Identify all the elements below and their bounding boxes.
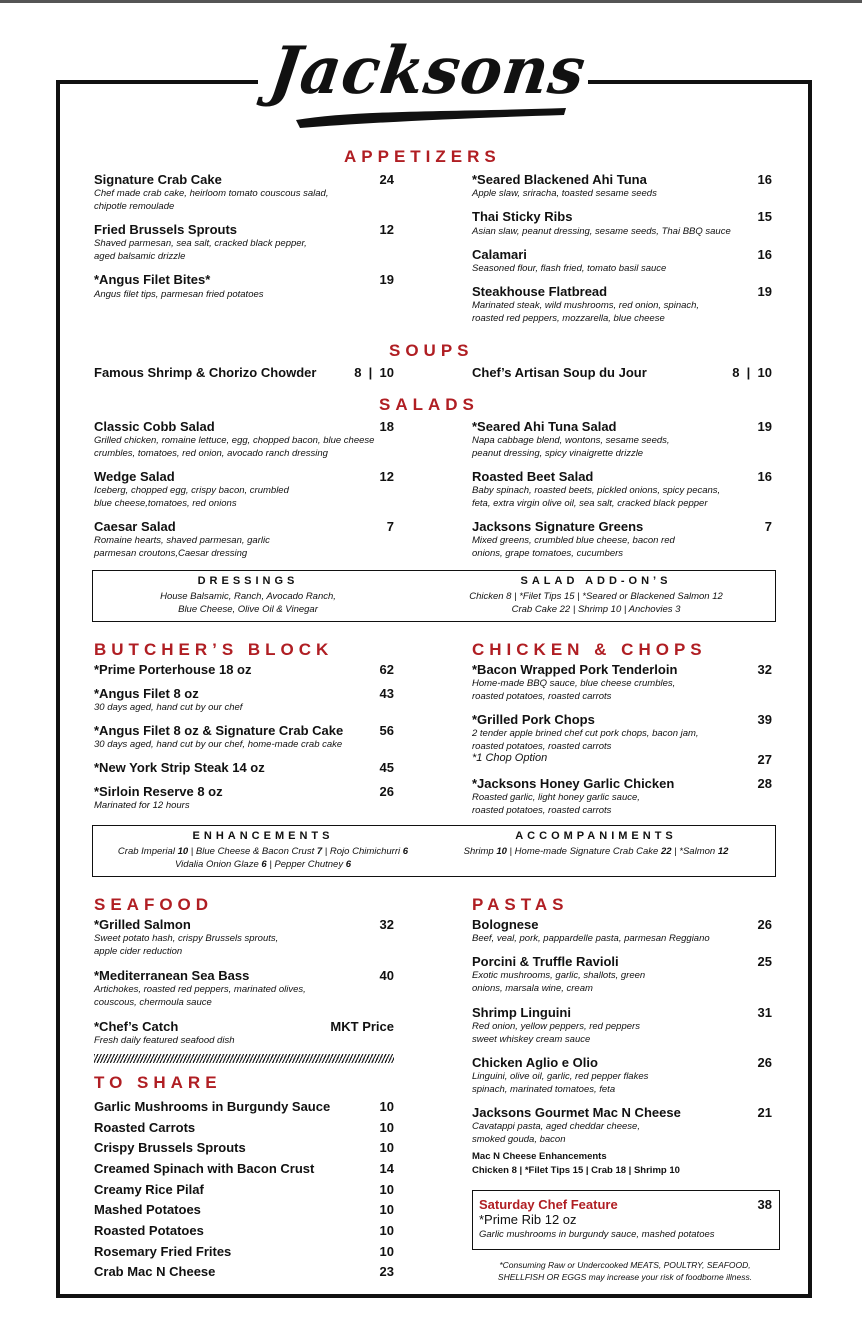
menu-item-desc: Home-made BBQ sauce, blue cheese crumbles, roasted potatoes, roasted carrots xyxy=(472,678,676,702)
share-item-price: 10 xyxy=(379,1120,394,1135)
share-item-name: Creamed Spinach with Bacon Crust xyxy=(94,1161,315,1176)
menu-item-name: *Angus Filet Bites* xyxy=(94,272,211,287)
mac-enhancements-title: Mac N Cheese Enhancements xyxy=(472,1151,607,1162)
share-item-price: 10 xyxy=(379,1182,394,1197)
menu-item-desc: Red onion, yellow peppers, red peppers sweet whiskey cream sauce xyxy=(472,1021,640,1045)
section-title-chicken-chops: CHICKEN & CHOPS xyxy=(472,640,707,659)
chef-feature-item: *Prime Rib 12 oz xyxy=(479,1212,577,1227)
menu-item-price: 19 xyxy=(757,284,772,299)
menu-item-price: 26 xyxy=(757,917,772,932)
menu-item-name: Jacksons Signature Greens xyxy=(472,519,644,534)
menu-item-price: 45 xyxy=(379,760,394,775)
section-title-butchers-block: BUTCHER’S BLOCK xyxy=(94,640,334,659)
menu-item-name: Signature Crab Cake xyxy=(94,172,222,187)
chop-option-price: 27 xyxy=(757,752,772,767)
chef-feature-desc: Garlic mushrooms in burgundy sauce, mashed potatoes xyxy=(479,1229,715,1240)
menu-item-desc: Mixed greens, crumbled blue cheese, bacon red onions, grape tomatoes, cucumbers xyxy=(472,535,675,559)
menu-item-name: Porcini & Truffle Ravioli xyxy=(472,954,619,969)
brand-name: Jacksons xyxy=(265,32,591,109)
menu-item-desc: Baby spinach, roasted beets, pickled onions, spicy pecans, feta, extra virgin olive oil, sea salt, cracked black pepper xyxy=(472,485,721,509)
menu-item-name: Chef’s Artisan Soup du Jour xyxy=(472,365,647,380)
menu-item-price: 7 xyxy=(386,519,394,534)
section-title-salads: SALADS xyxy=(379,395,479,414)
section-title-to-share: TO SHARE xyxy=(94,1073,222,1092)
menu-item-desc: Seasoned flour, flash fried, tomato basil sauce xyxy=(472,263,667,274)
menu-item-price: 40 xyxy=(379,968,394,983)
section-title-seafood: SEAFOOD xyxy=(94,895,214,914)
menu-item-price: 28 xyxy=(757,776,772,791)
section-title-soups: SOUPS xyxy=(389,341,474,360)
food-safety-disclaimer: SHELLFISH OR EGGS may increase your risk of foodborne illness. xyxy=(497,1272,753,1282)
share-item-price: 10 xyxy=(379,1202,394,1217)
menu-item-name: Shrimp Linguini xyxy=(472,1005,571,1020)
menu-item-price: 16 xyxy=(757,247,772,262)
menu-item-price: 31 xyxy=(757,1005,772,1020)
share-item-name: Creamy Rice Pilaf xyxy=(94,1182,204,1197)
menu-item-price: 62 xyxy=(379,662,394,677)
enhancements-title: ENHANCEMENTS xyxy=(192,830,334,842)
menu-item-name: *Grilled Pork Chops xyxy=(472,712,595,727)
share-item-name: Crab Mac N Cheese xyxy=(94,1264,216,1279)
menu-item-name: Wedge Salad xyxy=(94,469,175,484)
menu-item-desc: Angus filet tips, parmesan fried potatoes xyxy=(94,289,264,300)
menu-item-desc: Roasted garlic, light honey garlic sauce, roasted potatoes, roasted carrots xyxy=(472,792,640,816)
menu-item-desc: 30 days aged, hand cut by our chef xyxy=(94,702,243,713)
menu-item-desc: Iceberg, chopped egg, crispy bacon, crumbled blue cheese,tomatoes, red onions xyxy=(94,485,289,509)
menu-item-price: 12 xyxy=(379,222,394,237)
menu-item-desc: 30 days aged, hand cut by our chef, home-made crab cake xyxy=(94,739,343,750)
menu-item-desc: Sweet potato hash, crispy Brussels sprouts, apple cider reduction xyxy=(94,933,279,957)
menu-item-desc: Chef made crab cake, heirloom tomato couscous salad, chipotle remoulade xyxy=(94,188,329,212)
top-rule xyxy=(0,0,862,3)
menu-item-name: *Sirloin Reserve 8 oz xyxy=(94,784,223,799)
menu-item-name: *Bacon Wrapped Pork Tenderloin xyxy=(472,662,678,677)
enhancements-list: Vidalia Onion Glaze 6 | Pepper Chutney 6 xyxy=(174,859,352,870)
menu-item-price: 32 xyxy=(757,662,772,677)
menu-item-name: *Chef’s Catch xyxy=(94,1019,179,1034)
menu-item-desc: Cavatappi pasta, aged cheddar cheese, smoked gouda, bacon xyxy=(472,1121,640,1145)
menu-item-name: Calamari xyxy=(472,247,527,262)
menu-item-name: Steakhouse Flatbread xyxy=(472,284,608,299)
menu-item-name: *New York Strip Steak 14 oz xyxy=(94,760,265,775)
chef-feature-price: 38 xyxy=(757,1197,772,1212)
share-item-name: Garlic Mushrooms in Burgundy Sauce xyxy=(94,1099,331,1114)
menu-item-name: Classic Cobb Salad xyxy=(94,419,215,434)
menu-item-desc: Exotic mushrooms, garlic, shallots, green onions, marsala wine, cream xyxy=(472,970,646,994)
menu-item-price: 26 xyxy=(757,1055,772,1070)
share-item-name: Roasted Potatoes xyxy=(94,1223,204,1238)
menu-item-price: 12 xyxy=(379,469,394,484)
dressings-list: Blue Cheese, Olive Oil & Vinegar xyxy=(178,604,318,615)
menu-item-price: 24 xyxy=(379,172,394,187)
menu-item-name: Bolognese xyxy=(472,917,539,932)
share-item-price: 10 xyxy=(379,1099,394,1114)
brush-stroke-icon xyxy=(296,108,566,128)
menu-item-name: *Grilled Salmon xyxy=(94,917,191,932)
menu-item-name: Famous Shrimp & Chorizo Chowder xyxy=(94,365,317,380)
menu-item-desc: Marinated steak, wild mushrooms, red onion, spinach, roasted red peppers, mozzarella, blue cheese xyxy=(472,300,700,324)
menu-item-desc: Grilled chicken, romaine lettuce, egg, chopped bacon, blue cheese crumbles, tomatoes, red onion, avocado ranch dressing xyxy=(94,435,375,459)
menu-item-name: Caesar Salad xyxy=(94,519,176,534)
share-item-name: Roasted Carrots xyxy=(94,1120,196,1135)
share-item-price: 23 xyxy=(379,1264,394,1279)
share-item-name: Crispy Brussels Sprouts xyxy=(94,1140,246,1155)
section-title-appetizers: APPETIZERS xyxy=(344,147,501,166)
menu-item-name: Thai Sticky Ribs xyxy=(472,209,573,224)
dressings-list: House Balsamic, Ranch, Avocado Ranch, xyxy=(160,591,336,602)
menu-item-price: 16 xyxy=(757,469,772,484)
section-title-pastas: PASTAS xyxy=(472,895,569,914)
food-safety-disclaimer: *Consuming Raw or Undercooked MEATS, POULTRY, SEAFOOD, xyxy=(499,1260,751,1270)
menu-item-desc: Shaved parmesan, sea salt, cracked black pepper, aged balsamic drizzle xyxy=(94,238,307,262)
dressings-title: DRESSINGS xyxy=(197,575,299,587)
menu-item-price: 25 xyxy=(757,954,772,969)
salad-addons-title: SALAD ADD-ON’S xyxy=(520,575,672,587)
enhancements-list: Crab Imperial 10 | Blue Cheese & Bacon Crust 7 | Rojo Chimichurri 6 xyxy=(117,846,409,857)
menu-item-desc: Apple slaw, sriracha, toasted sesame seeds xyxy=(472,188,657,199)
mac-enhancements-list: Chicken 8 | *Filet Tips 15 | Crab 18 | Shrimp 10 xyxy=(472,1165,680,1176)
menu-item-price: MKT Price xyxy=(330,1019,394,1034)
share-item-price: 10 xyxy=(379,1244,394,1259)
hatched-divider xyxy=(94,1054,394,1063)
salad-addons-list: Chicken 8 | *Filet Tips 15 | *Seared or Blackened Salmon 12 xyxy=(469,591,723,602)
menu-item-price: 56 xyxy=(379,723,394,738)
menu-item-price: 15 xyxy=(757,209,772,224)
menu-item-price: 7 xyxy=(764,519,772,534)
brand-logo xyxy=(265,32,591,144)
menu-item-desc: Marinated for 12 hours xyxy=(94,800,190,811)
menu-item-desc: Linguini, olive oil, garlic, red pepper flakes spinach, marinated tomatoes, feta xyxy=(472,1071,649,1095)
menu-item-price: 18 xyxy=(379,419,394,434)
menu-item-price: 8 | 10 xyxy=(354,365,394,380)
menu-item-price: 39 xyxy=(757,712,772,727)
menu-item-price: 8 | 10 xyxy=(732,365,772,380)
menu-item-desc: Beef, veal, pork, pappardelle pasta, parmesan Reggiano xyxy=(472,933,710,944)
chef-feature-title: Saturday Chef Feature xyxy=(479,1197,618,1212)
share-item-price: 10 xyxy=(379,1223,394,1238)
share-item-name: Rosemary Fried Frites xyxy=(94,1244,232,1259)
menu-item-name: *Jacksons Honey Garlic Chicken xyxy=(472,776,675,791)
menu-item-name: *Angus Filet 8 oz xyxy=(94,686,199,701)
menu-item-price: 21 xyxy=(757,1105,772,1120)
menu-item-price: 19 xyxy=(757,419,772,434)
menu-item-name: *Seared Ahi Tuna Salad xyxy=(472,419,617,434)
menu-item-price: 43 xyxy=(379,686,394,701)
menu-item-name: *Mediterranean Sea Bass xyxy=(94,968,250,983)
menu-item-desc: Romaine hearts, shaved parmesan, garlic parmesan croutons,Caesar dressing xyxy=(94,535,270,559)
accompaniments-list: Shrimp 10 | Home-made Signature Crab Cake 22 | *Salmon 12 xyxy=(463,846,729,857)
share-item-name: Mashed Potatoes xyxy=(94,1202,201,1217)
menu-item-price: 16 xyxy=(757,172,772,187)
accompaniments-title: ACCOMPANIMENTS xyxy=(515,830,677,842)
menu-item-name: Jacksons Gourmet Mac N Cheese xyxy=(472,1105,681,1120)
share-item-price: 14 xyxy=(379,1161,394,1176)
menu-item-name: Fried Brussels Sprouts xyxy=(94,222,238,237)
menu-item-price: 32 xyxy=(379,917,394,932)
menu-item-desc: Napa cabbage blend, wontons, sesame seeds, peanut dressing, spicy vinaigrette drizzle xyxy=(472,435,670,459)
menu-item-price: 26 xyxy=(379,784,394,799)
menu-item-desc: Fresh daily featured seafood dish xyxy=(94,1035,235,1046)
menu-item-name: *Prime Porterhouse 18 oz xyxy=(94,662,252,677)
menu-item-name: *Angus Filet 8 oz & Signature Crab Cake xyxy=(94,723,344,738)
menu-item-desc: Artichokes, roasted red peppers, marinated olives, couscous, chermoula sauce xyxy=(94,984,306,1008)
menu-item-name: *Seared Blackened Ahi Tuna xyxy=(472,172,647,187)
chop-option-label: *1 Chop Option xyxy=(472,752,548,764)
menu-item-desc: 2 tender apple brined chef cut pork chops, bacon jam, roasted potatoes, roasted carrots xyxy=(472,728,699,752)
menu-item-name: Roasted Beet Salad xyxy=(472,469,594,484)
salad-addons-list: Crab Cake 22 | Shrimp 10 | Anchovies 3 xyxy=(511,604,681,615)
menu-item-desc: Asian slaw, peanut dressing, sesame seeds, Thai BBQ sauce xyxy=(472,226,731,237)
share-item-price: 10 xyxy=(379,1140,394,1155)
menu-item-name: Chicken Aglio e Olio xyxy=(472,1055,598,1070)
menu-item-price: 19 xyxy=(379,272,394,287)
